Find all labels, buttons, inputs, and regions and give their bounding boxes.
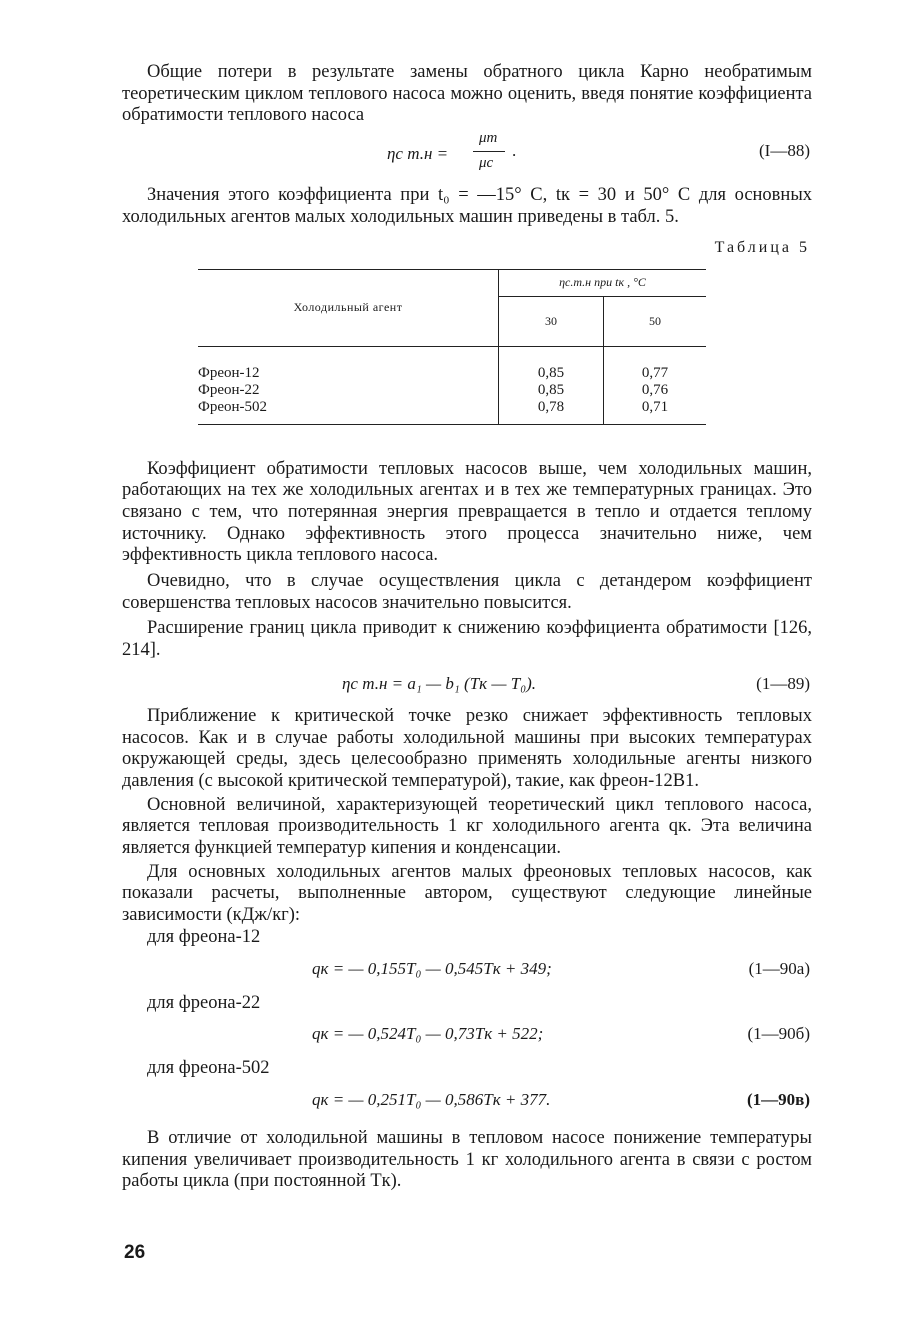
page-body [122, 62, 812, 1193]
equation-number: (1—90а) [748, 958, 810, 978]
equation-number: (1—90б) [747, 1024, 810, 1044]
equation-1-89-formula: ηс т.н = a₁ — b₁ (Tк — T₀). [342, 673, 537, 693]
fraction-numerator: μт [479, 130, 498, 147]
paragraph-4: Очевидно, что в случае осуществления цикла с детандером коэффициент совершенства тепловых насосов значительно повысится. [122, 571, 812, 613]
equation-1-90a [122, 949, 812, 993]
equation-label-freon-12: для фреона-12 [147, 926, 261, 947]
paragraph-5: Расширение границ цикла приводит к снижению коэффициента обратимости [126, 214]. [122, 618, 812, 661]
paragraph-3: Коэффициент обратимости тепловых насосов выше, чем холодильных машин, работающих на тех же холодильных агентах и в тех же температурных границах. Это связано с тем, что потерянная энергия превращается в тепло и отдается теплому источнику. Однако эффективность этого процесса значительно ниже, чем эффективность цикла теплового насоса. [122, 458, 812, 566]
table-agents: Фреон-12 Фреон-22 Фреон-502 [198, 346, 499, 424]
table-header-30: 30 [499, 296, 604, 346]
paragraph-8: Для основных холодильных агентов малых фреоновых тепловых насосов, как показали расчеты, выполненные автором, существуют следующие линейные зависимости (кДж/кг): [122, 861, 812, 926]
equation-number: (1—90в) [746, 1089, 810, 1109]
equation-label-freon-502: для фреона-502 [147, 1058, 270, 1079]
equation-1-89 [122, 662, 812, 706]
equation-1-88 [122, 127, 812, 177]
table-header-50: 50 [604, 296, 707, 346]
equation-number: (I—88) [759, 141, 810, 161]
table-values-30: 0,85 0,85 0,78 [499, 346, 604, 424]
equation-1-90c [122, 1080, 812, 1124]
table-values-50: 0,77 0,76 0,71 [604, 346, 707, 424]
paragraph-1: Общие потери в результате замены обратного цикла Карно необратимым теоретическим циклом теплового насоса можно оценить, введя понятие коэффициента обратимости теплового насоса [122, 62, 812, 126]
equation-label-freon-22: для фреона-22 [147, 992, 261, 1013]
equation-number: (1—89) [756, 673, 810, 693]
paragraph-2: Значения этого коэффициента при t₀ = —15° С, tк = 30 и 50° С для основных холодильных агентов малых холодильных машин приведены в табл. 5. [122, 185, 812, 227]
table-header-agent: Холодильный агент [198, 269, 499, 346]
equation-1-90c-formula: qк = — 0,251T₀ — 0,586Tк + 377. [312, 1089, 551, 1109]
equation-1-90b-formula: qк = — 0,524T₀ — 0,73Tк + 522; [312, 1024, 544, 1044]
paragraph-7: Основной величиной, характеризующей теоретический цикл теплового насоса, является тепловая производительность 1 кг холодильного агента qк. Эта величина является функцией температур кипения и конденсации. [122, 794, 812, 859]
paragraph-9: В отличие от холодильной машины в тепловом насосе понижение температуры кипения увеличивает производительность 1 кг холодильного агента в связи с ростом работы цикла (при постоянной Tк). [122, 1127, 812, 1192]
fraction-bar [473, 151, 505, 152]
page-number: 26 [124, 1242, 146, 1263]
equation-1-90b [122, 1014, 812, 1058]
equation-lhs: ηс т.н = [387, 144, 449, 164]
paragraph-6: Приближение к критической точке резко снижает эффективность тепловых насосов. Как и в случае работы холодильной машины при высоких температурах окружающей среды, здесь целесообразно применять холодильные агенты низкого давления (с высокой критической температурой), такие, как фреон-12В1. [122, 705, 812, 791]
equation-1-88-formula [387, 129, 587, 173]
equation-dot: . [512, 141, 517, 161]
table-header-group: ηс.т.н при tк , °С [499, 269, 707, 296]
equation-1-90a-formula: qк = — 0,155T₀ — 0,545Tк + 349; [312, 958, 552, 978]
table-5 [198, 269, 706, 425]
fraction-denominator: μс [479, 155, 494, 172]
table-caption: Таблица 5 [714, 238, 810, 256]
